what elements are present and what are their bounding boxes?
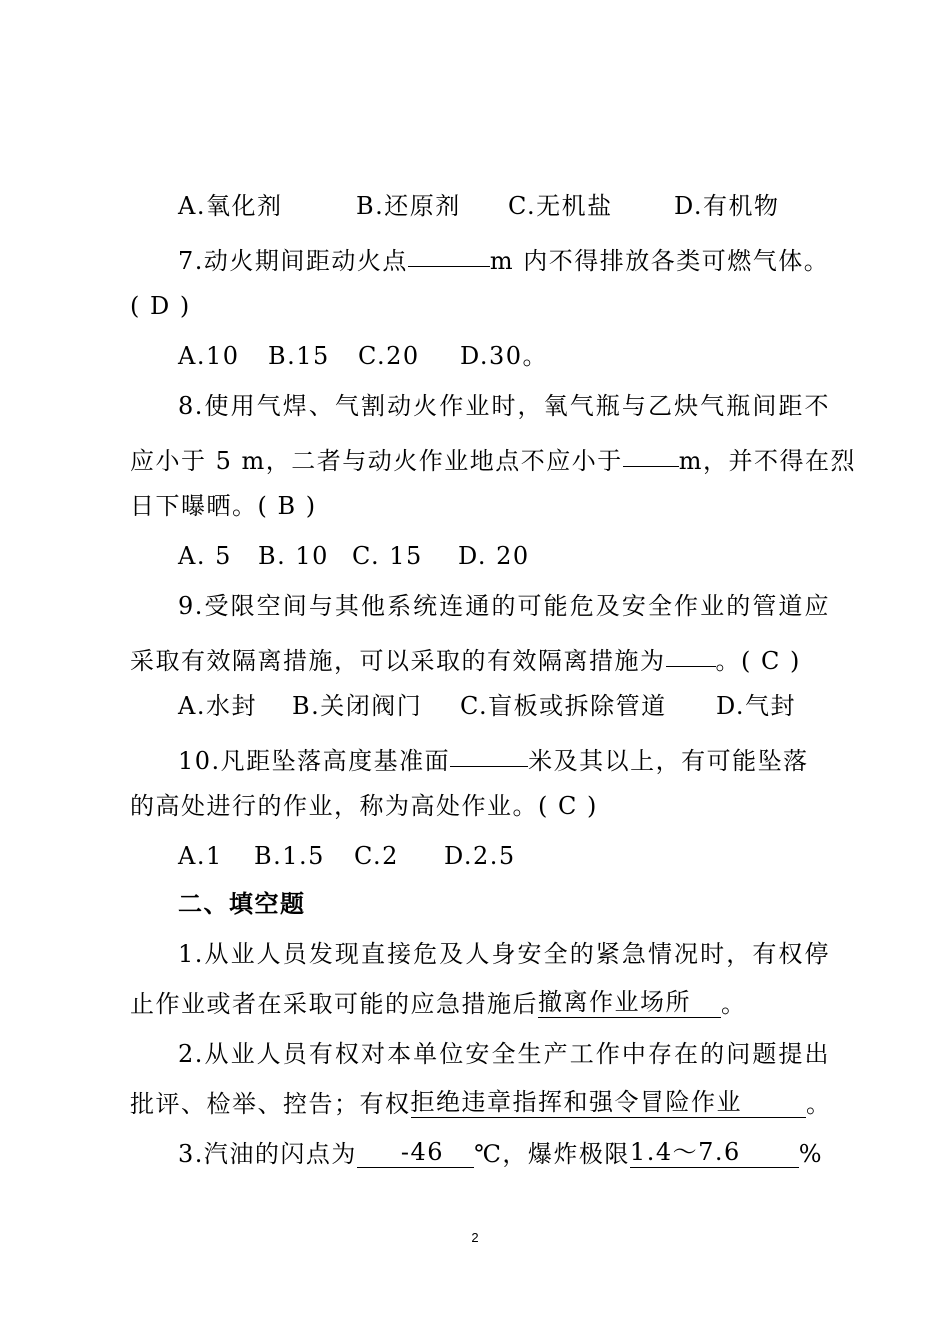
q10-text-after: 米及其以上，有可能坠落 [528, 747, 809, 775]
q7-blank [408, 236, 490, 267]
q9-option-c: C.盲板或拆除管道 [460, 692, 667, 720]
f3-text-before: 3.汽油的闪点为 [178, 1140, 357, 1168]
q8-option-a: A. 5 [178, 542, 232, 570]
q7-options [178, 336, 830, 376]
f1-line2 [130, 984, 830, 1024]
q7-text-before: 7.动火期间距动火点 [178, 247, 408, 275]
q6-options [178, 186, 830, 226]
q8-answer: 日下曝晒。( B ) [130, 492, 317, 520]
q10-option-b: B.1.5 [254, 842, 325, 870]
f2-line1: 2.从业人员有权对本单位安全生产工作中存在的问题提出 [178, 1040, 830, 1068]
q9-option-b: B.关闭阀门 [292, 692, 423, 720]
q9-stem-line2 [130, 636, 830, 676]
q8-text-before: 应小于 5 m，二者与动火作业地点不应小于 [130, 447, 623, 475]
q8-option-d: D. 20 [458, 542, 530, 570]
q7-stem [178, 236, 830, 276]
f2-text-after: 。 [806, 1090, 832, 1118]
q10-blank [450, 736, 528, 767]
q10-option-a: A.1 [178, 842, 223, 870]
f3-answer-flash-point: -46 [357, 1137, 474, 1168]
q7-option-c: C.20 [358, 342, 420, 370]
q9-options [178, 686, 830, 726]
q7-option-d: D.30。 [460, 342, 549, 370]
q9-stem-line1: 9.受限空间与其他系统连通的可能危及安全作业的管道应 [178, 592, 830, 620]
f3-text-after: % [798, 1140, 824, 1168]
q7-text-after: m 内不得排放各类可燃气体。 [489, 247, 830, 275]
page-number: 2 [471, 1230, 479, 1245]
q10-option-c: C.2 [354, 842, 399, 870]
q10-stem-line2: 的高处进行的作业，称为高处作业。( C ) [130, 792, 598, 820]
f1-text-after: 。 [721, 990, 747, 1018]
q8-options [178, 536, 830, 576]
q8-blank [623, 436, 679, 467]
q7-answer: ( D ) [130, 292, 191, 320]
q7-option-b: B.15 [268, 342, 330, 370]
q10-stem-line1 [178, 736, 830, 776]
f3-text-middle: ℃，爆炸极限 [474, 1140, 630, 1168]
f3-answer-explosion-limit: 1.4～7.6 [630, 1137, 799, 1168]
q6-option-d: D.有机物 [674, 192, 780, 220]
f2-answer: 拒绝违章指挥和强令冒险作业 [411, 1087, 807, 1118]
f1-answer: 撤离作业场所 [538, 987, 721, 1018]
q6-option-a: A.氧化剂 [178, 192, 283, 220]
q8-stem-line1: 8.使用气焊、气割动火作业时，氧气瓶与乙炔气瓶间距不 [178, 392, 830, 420]
q7-option-a: A.10 [178, 342, 240, 370]
q10-options [178, 836, 830, 876]
q6-option-b: B.还原剂 [356, 192, 461, 220]
q8-option-c: C. 15 [352, 542, 423, 570]
section-title-fill-in: 二、填空题 [178, 890, 306, 918]
f2-text-before: 批评、检举、控告；有权 [130, 1090, 411, 1118]
q9-blank [666, 636, 716, 667]
q8-text-after: m，并不得在烈 [678, 447, 857, 475]
q8-stem-line2 [130, 436, 857, 476]
f1-line1: 1.从业人员发现直接危及人身安全的紧急情况时，有权停 [178, 940, 830, 968]
q10-text-before: 10.凡距坠落高度基准面 [178, 747, 451, 775]
q6-option-c: C.无机盐 [508, 192, 613, 220]
q8-option-b: B. 10 [258, 542, 329, 570]
q9-text-after: 。( C ) [715, 647, 801, 675]
f3-line [178, 1134, 830, 1174]
q10-option-d: D.2.5 [444, 842, 516, 870]
f2-line2 [130, 1084, 830, 1124]
q9-option-a: A.水封 [178, 692, 257, 720]
f1-text-before: 止作业或者在采取可能的应急措施后 [130, 990, 538, 1018]
q9-option-d: D.气封 [716, 692, 797, 720]
q9-text-before: 采取有效隔离措施，可以采取的有效隔离措施为 [130, 647, 666, 675]
